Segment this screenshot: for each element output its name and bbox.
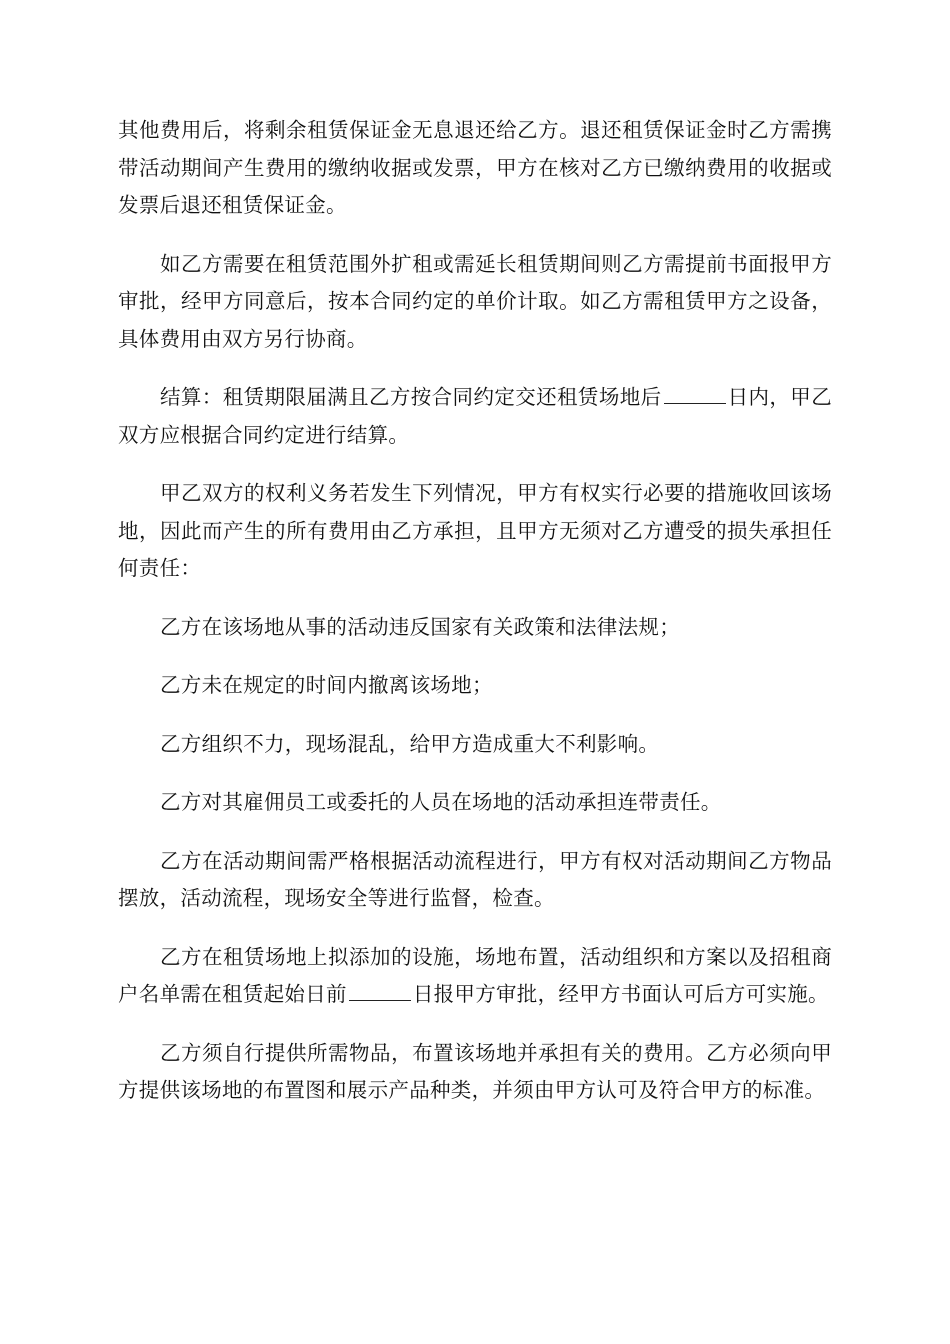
- document-body: [118, 112, 832, 1131]
- approval-text-after: 日报甲方审批，经甲方书面认可后方可实施。: [412, 982, 829, 1006]
- settlement-text-after: 日内，甲乙双方应根据合同约定进行结算。: [118, 385, 832, 447]
- paragraph-deposit-refund: 其他费用后，将剩余租赁保证金无息退还给乙方。退还租赁保证金时乙方需携带活动期间产生费用的缴纳收据或发票，甲方在核对乙方已缴纳费用的收据或发票后退还租赁保证金。: [118, 118, 832, 217]
- paragraph-facility-approval: [118, 939, 832, 1014]
- settlement-text-before: 结算：租赁期限届满且乙方按合同约定交还租赁场地后: [160, 385, 662, 409]
- paragraph-settlement: [118, 379, 832, 454]
- approval-days-blank: [349, 978, 411, 1001]
- settlement-days-blank: [664, 381, 726, 404]
- paragraph-joint-liability: 乙方对其雇佣员工或委托的人员在场地的活动承担连带责任。: [160, 790, 722, 814]
- paragraph-extended-lease: 如乙方需要在租赁范围外扩租或需延长租赁期间则乙方需提前书面报甲方审批，经甲方同意后，按本合同约定的单价计取。如乙方需租赁甲方之设备，具体费用由双方另行协商。: [118, 251, 832, 351]
- paragraph-activity-supervision: 乙方在活动期间需严格根据活动流程进行，甲方有权对活动期间乙方物品摆放，活动流程，现场安全等进行监督，检查。: [118, 848, 832, 910]
- condition-item-violation: 乙方在该场地从事的活动违反国家有关政策和法律法规；: [160, 614, 680, 639]
- paragraph-termination-conditions: 甲乙双方的权利义务若发生下列情况，甲方有权实行必要的措施收回该场地，因此而产生的所有费用由乙方承担，且甲方无须对乙方遭受的损失承担任何责任：: [118, 481, 832, 580]
- condition-item-not-vacated: 乙方未在规定的时间内撤离该场地；: [160, 673, 493, 697]
- condition-item-poor-organization: 乙方组织不力，现场混乱，给甲方造成重大不利影响。: [160, 731, 660, 756]
- paragraph-own-supplies: 乙方须自行提供所需物品，布置该场地并承担有关的费用。乙方必须向甲方提供该场地的布置图和展示产品种类，并须由甲方认可及符合甲方的标准。: [118, 1040, 832, 1102]
- approval-text-before: 乙方在租赁场地上拟添加的设施，场地布置，活动组织和方案以及招租商户名单需在租赁起始日前: [118, 944, 832, 1006]
